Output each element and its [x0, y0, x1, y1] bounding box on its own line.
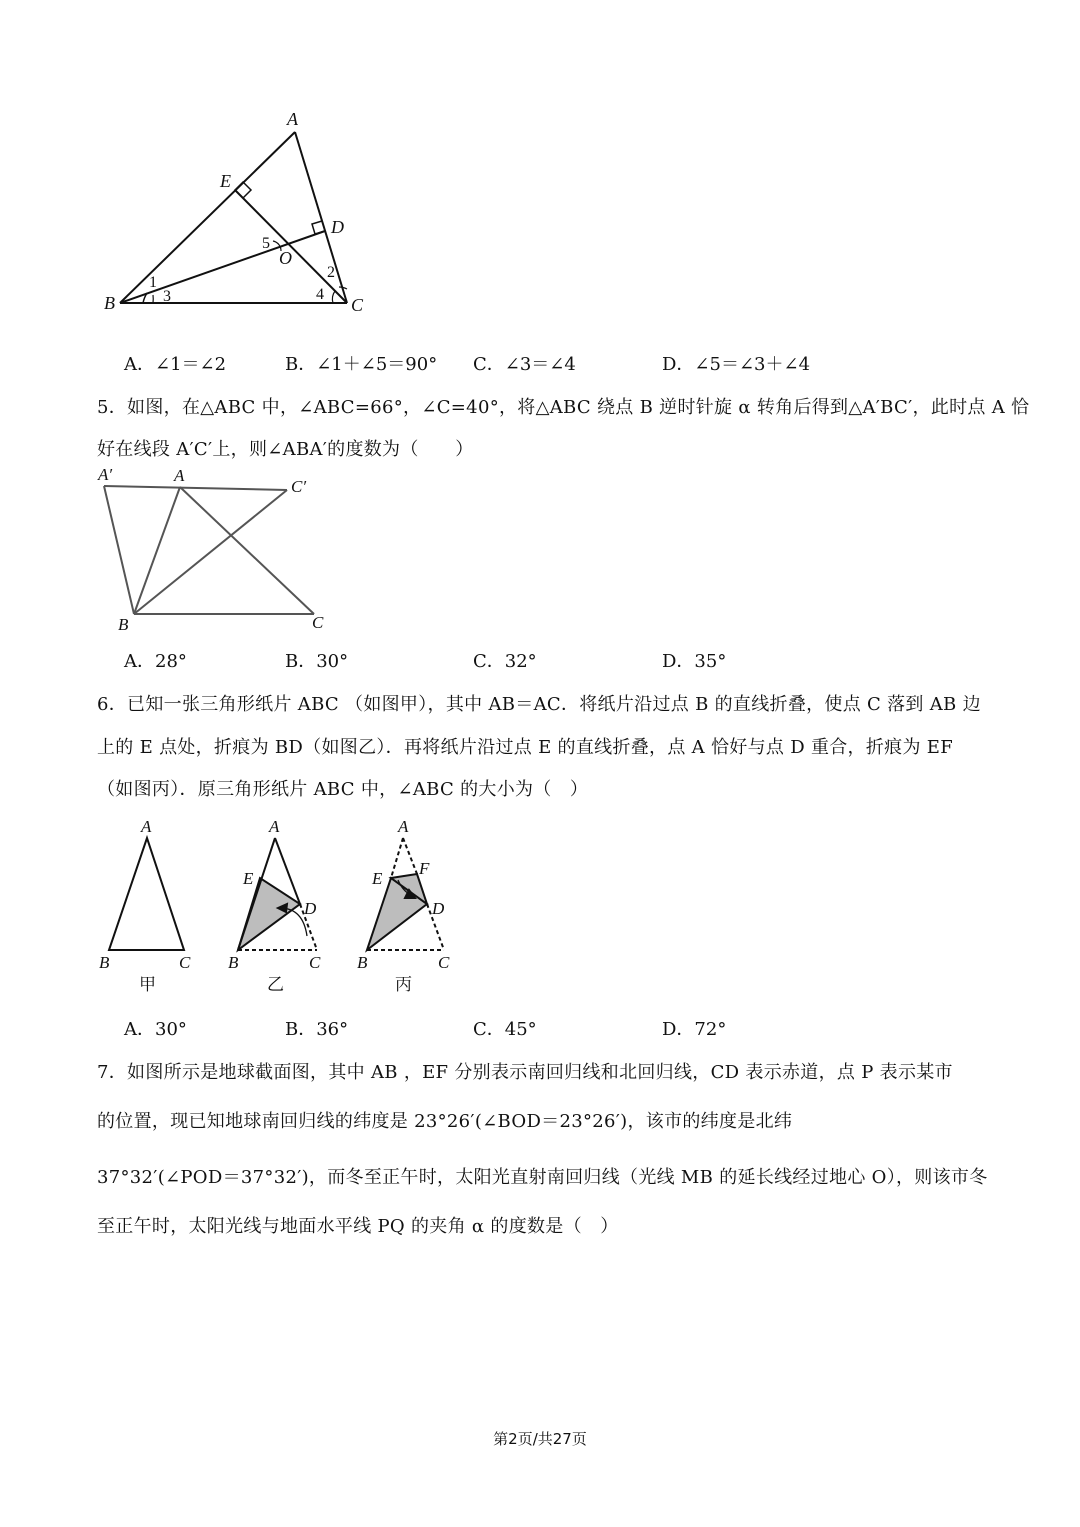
q5-figure: [92, 462, 332, 637]
figure-jia: [109, 838, 184, 950]
bing-label-F: F: [419, 859, 430, 878]
q6-text-line-3: （如图丙）．原三角形纸片 ABC 中，∠ABC 的大小为（ ）: [97, 779, 589, 800]
bing-label-C: C: [438, 953, 450, 972]
label-A: A: [174, 466, 185, 485]
q7-text-line-2: 的位置，现已知地球南回归线的纬度是 23°26′(∠BOD＝23°26′)，该市的纬度是北纬: [97, 1111, 793, 1132]
label-C: C: [312, 613, 324, 632]
jia-label-B: B: [99, 953, 110, 972]
q6-option-c: C．45°: [473, 1019, 537, 1040]
jia-label-A: A: [141, 817, 152, 836]
label-C: C: [351, 295, 364, 315]
bing-label-A: A: [398, 817, 409, 836]
label-angle-1: 1: [149, 274, 157, 291]
label-angle-2: 2: [327, 264, 335, 281]
bing-label-B: B: [357, 953, 368, 972]
q6-option-a: A．30°: [124, 1019, 187, 1040]
label-B: B: [104, 293, 115, 313]
q5-option-b: B．30°: [285, 651, 349, 672]
caption-jia: 甲: [139, 975, 156, 994]
yi-label-A: A: [269, 817, 280, 836]
q7-text-line-4: 至正午时，太阳光线与地面水平线 PQ 的夹角 α 的度数是（ ）: [97, 1216, 619, 1237]
q4-figure: [95, 105, 385, 325]
q7-text-line-3: 37°32′(∠POD＝37°32′)，而冬至正午时，太阳光直射南回归线（光线 MB 的延长线经过地心 O），则该市冬: [97, 1167, 988, 1188]
q5-option-d: D．35°: [662, 651, 727, 672]
bing-label-E: E: [372, 869, 383, 888]
q6-figures: [95, 812, 465, 997]
q4-option-d: D．∠5＝∠3＋∠4: [662, 354, 811, 375]
jia-label-C: C: [179, 953, 191, 972]
yi-label-E: E: [243, 869, 254, 888]
label-A-prime: A′: [98, 465, 113, 484]
label-angle-3: 3: [163, 288, 171, 305]
yi-label-B: B: [228, 953, 239, 972]
label-O: O: [279, 248, 292, 268]
yi-label-D: D: [304, 899, 317, 918]
label-A: A: [287, 109, 298, 129]
q5-option-c: C．32°: [473, 651, 537, 672]
q4-triangle-diagram: [95, 105, 385, 325]
q6-text-line-1: 6．已知一张三角形纸片 ABC （如图甲），其中 AB＝AC．将纸片沿过点 B 的直线折叠，使点 C 落到 AB 边: [97, 694, 981, 715]
q7-text-line-1: 7．如图所示是地球截面图，其中 AB ，EF 分别表示南回归线和北回归线，CD 表示赤道，点 P 表示某市: [97, 1062, 953, 1083]
q5-text-line-2: 好在线段 A′C′上，则∠ABA′的度数为（ ）: [97, 439, 474, 460]
q5-option-a: A．28°: [124, 651, 187, 672]
label-B: B: [118, 615, 129, 634]
bing-label-D: D: [432, 899, 445, 918]
label-angle-4: 4: [316, 286, 324, 303]
label-E: E: [220, 171, 231, 191]
q6-option-d: D．72°: [662, 1019, 727, 1040]
label-D: D: [331, 217, 344, 237]
yi-label-C: C: [309, 953, 321, 972]
q4-option-c: C．∠3＝∠4: [473, 354, 576, 375]
q4-option-b: B．∠1＋∠5＝90°: [285, 354, 438, 375]
q5-rotation-diagram: [92, 462, 332, 637]
label-C-prime: C′: [291, 477, 307, 496]
label-angle-5: 5: [262, 235, 270, 252]
caption-yi: 乙: [267, 975, 284, 994]
q5-text-line-1: 5．如图，在△ABC 中，∠ABC=66°，∠C=40°，将△ABC 绕点 B 逆时针旋 α 转角后得到△A′BC′，此时点 A 恰: [97, 397, 1030, 418]
q6-folding-diagrams: [95, 812, 465, 997]
q6-text-line-2: 上的 E 点处，折痕为 BD（如图乙）．再将纸片沿过点 E 的直线折叠，点 A 恰好与点 D 重合，折痕为 EF: [97, 737, 954, 758]
q6-option-b: B．36°: [285, 1019, 349, 1040]
caption-bing: 丙: [395, 975, 412, 994]
q4-option-a: A．∠1＝∠2: [124, 354, 227, 375]
page-footer: 第2页/共27页: [493, 1430, 587, 1448]
